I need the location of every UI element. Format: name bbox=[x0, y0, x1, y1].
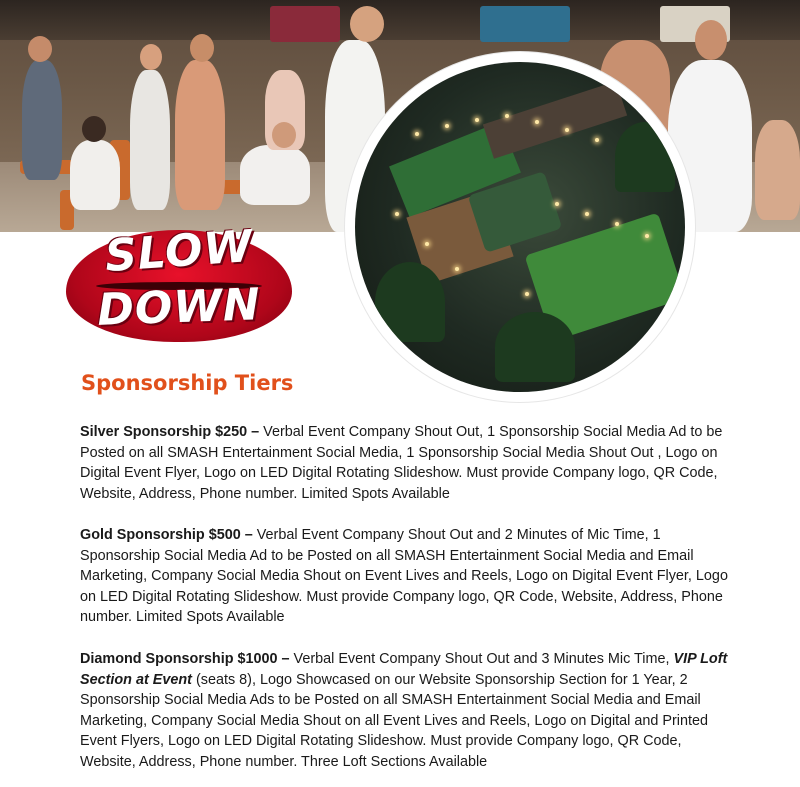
photo-head bbox=[82, 116, 106, 142]
photo-light bbox=[645, 234, 649, 238]
photo-screen bbox=[270, 6, 340, 42]
photo-light bbox=[475, 118, 479, 122]
photo-light bbox=[455, 267, 459, 271]
tier-diamond bbox=[80, 649, 730, 773]
photo-person bbox=[240, 145, 310, 205]
photo-head bbox=[28, 36, 52, 62]
photo-head bbox=[140, 44, 162, 70]
page-title: Sponsorship Tiers bbox=[81, 371, 294, 395]
tier-description: Verbal Event Company Shout Out and 2 Minutes of Mic Time, 1 Sponsorship Social Media Ad to be Posted on all SMASH Entertainment Social Media and Email Marketing, Company Social Media Shout on Event Lives and Reels, Logo on Digital Event Flyer, Logo on LED Digital Rotating Slideshow. Must provide Company logo, QR Code, Website, Address, Phone number. Limited Spots Available bbox=[80, 527, 728, 626]
tier-name: Gold Sponsorship $500 – bbox=[80, 527, 253, 543]
photo-person bbox=[70, 140, 120, 210]
photo-head bbox=[350, 6, 384, 42]
photo-light bbox=[535, 120, 539, 124]
slow-down-logo bbox=[66, 216, 292, 348]
photo-head bbox=[272, 122, 296, 148]
photo-light bbox=[425, 242, 429, 246]
tier-description: Verbal Event Company Shout Out, 1 Sponsorship Social Media Ad to be Posted on all SMASH Entertainment Social Media, 1 Sponsorship Social Media Shout Out , Logo on Digital Event Flyer, Logo on LED Digital Rotating Slideshow. Must provide Company logo, QR Code, Website, Address, Phone number. Limited Spots Available bbox=[80, 424, 723, 502]
photo-person bbox=[130, 70, 170, 210]
tier-name: Diamond Sponsorship $1000 – bbox=[80, 651, 290, 667]
venue-aerial-photo bbox=[345, 52, 695, 402]
tier-description-continued: (seats 8), Logo Showcased on our Website Sponsorship Section for 1 Year, 2 Sponsorship Social Media Ads to be Posted on all SMASH Entertainment Social Media and Email Marketing, Company Social Media Shout on all Event Lives and Reels, Logo on Digital and Printed Event Flyers, Logo on LED Digital Rotating Slideshow. Must provide Company logo, QR Code, Website, Address, Phone number. Three Loft Sections Available bbox=[80, 671, 708, 770]
photo-light bbox=[445, 124, 449, 128]
photo-palm bbox=[375, 262, 445, 342]
photo-light bbox=[505, 114, 509, 118]
tier-highlight: VIP Loft Section at Event bbox=[80, 651, 728, 688]
photo-light bbox=[395, 212, 399, 216]
photo-screen bbox=[480, 6, 570, 42]
photo-light bbox=[615, 222, 619, 226]
photo-light bbox=[525, 292, 529, 296]
tier-name: Silver Sponsorship $250 – bbox=[80, 424, 260, 440]
photo-head bbox=[695, 20, 727, 60]
photo-person bbox=[22, 60, 62, 180]
logo-line-slow: SLOW bbox=[103, 220, 255, 283]
tier-silver bbox=[80, 422, 730, 504]
venue-aerial-photo-image bbox=[355, 62, 685, 392]
photo-person bbox=[755, 120, 800, 220]
photo-palm bbox=[615, 122, 675, 192]
tier-description: Verbal Event Company Shout Out and 3 Minutes Mic Time, bbox=[289, 651, 674, 667]
photo-deck bbox=[483, 81, 627, 159]
photo-light bbox=[585, 212, 589, 216]
logo-line-down: DOWN bbox=[96, 279, 262, 336]
photo-light bbox=[555, 202, 559, 206]
photo-light bbox=[415, 132, 419, 136]
photo-light bbox=[595, 138, 599, 142]
photo-person bbox=[175, 60, 225, 210]
photo-light bbox=[565, 128, 569, 132]
tier-gold bbox=[80, 525, 730, 628]
photo-head bbox=[190, 34, 214, 62]
photo-palm bbox=[495, 312, 575, 382]
